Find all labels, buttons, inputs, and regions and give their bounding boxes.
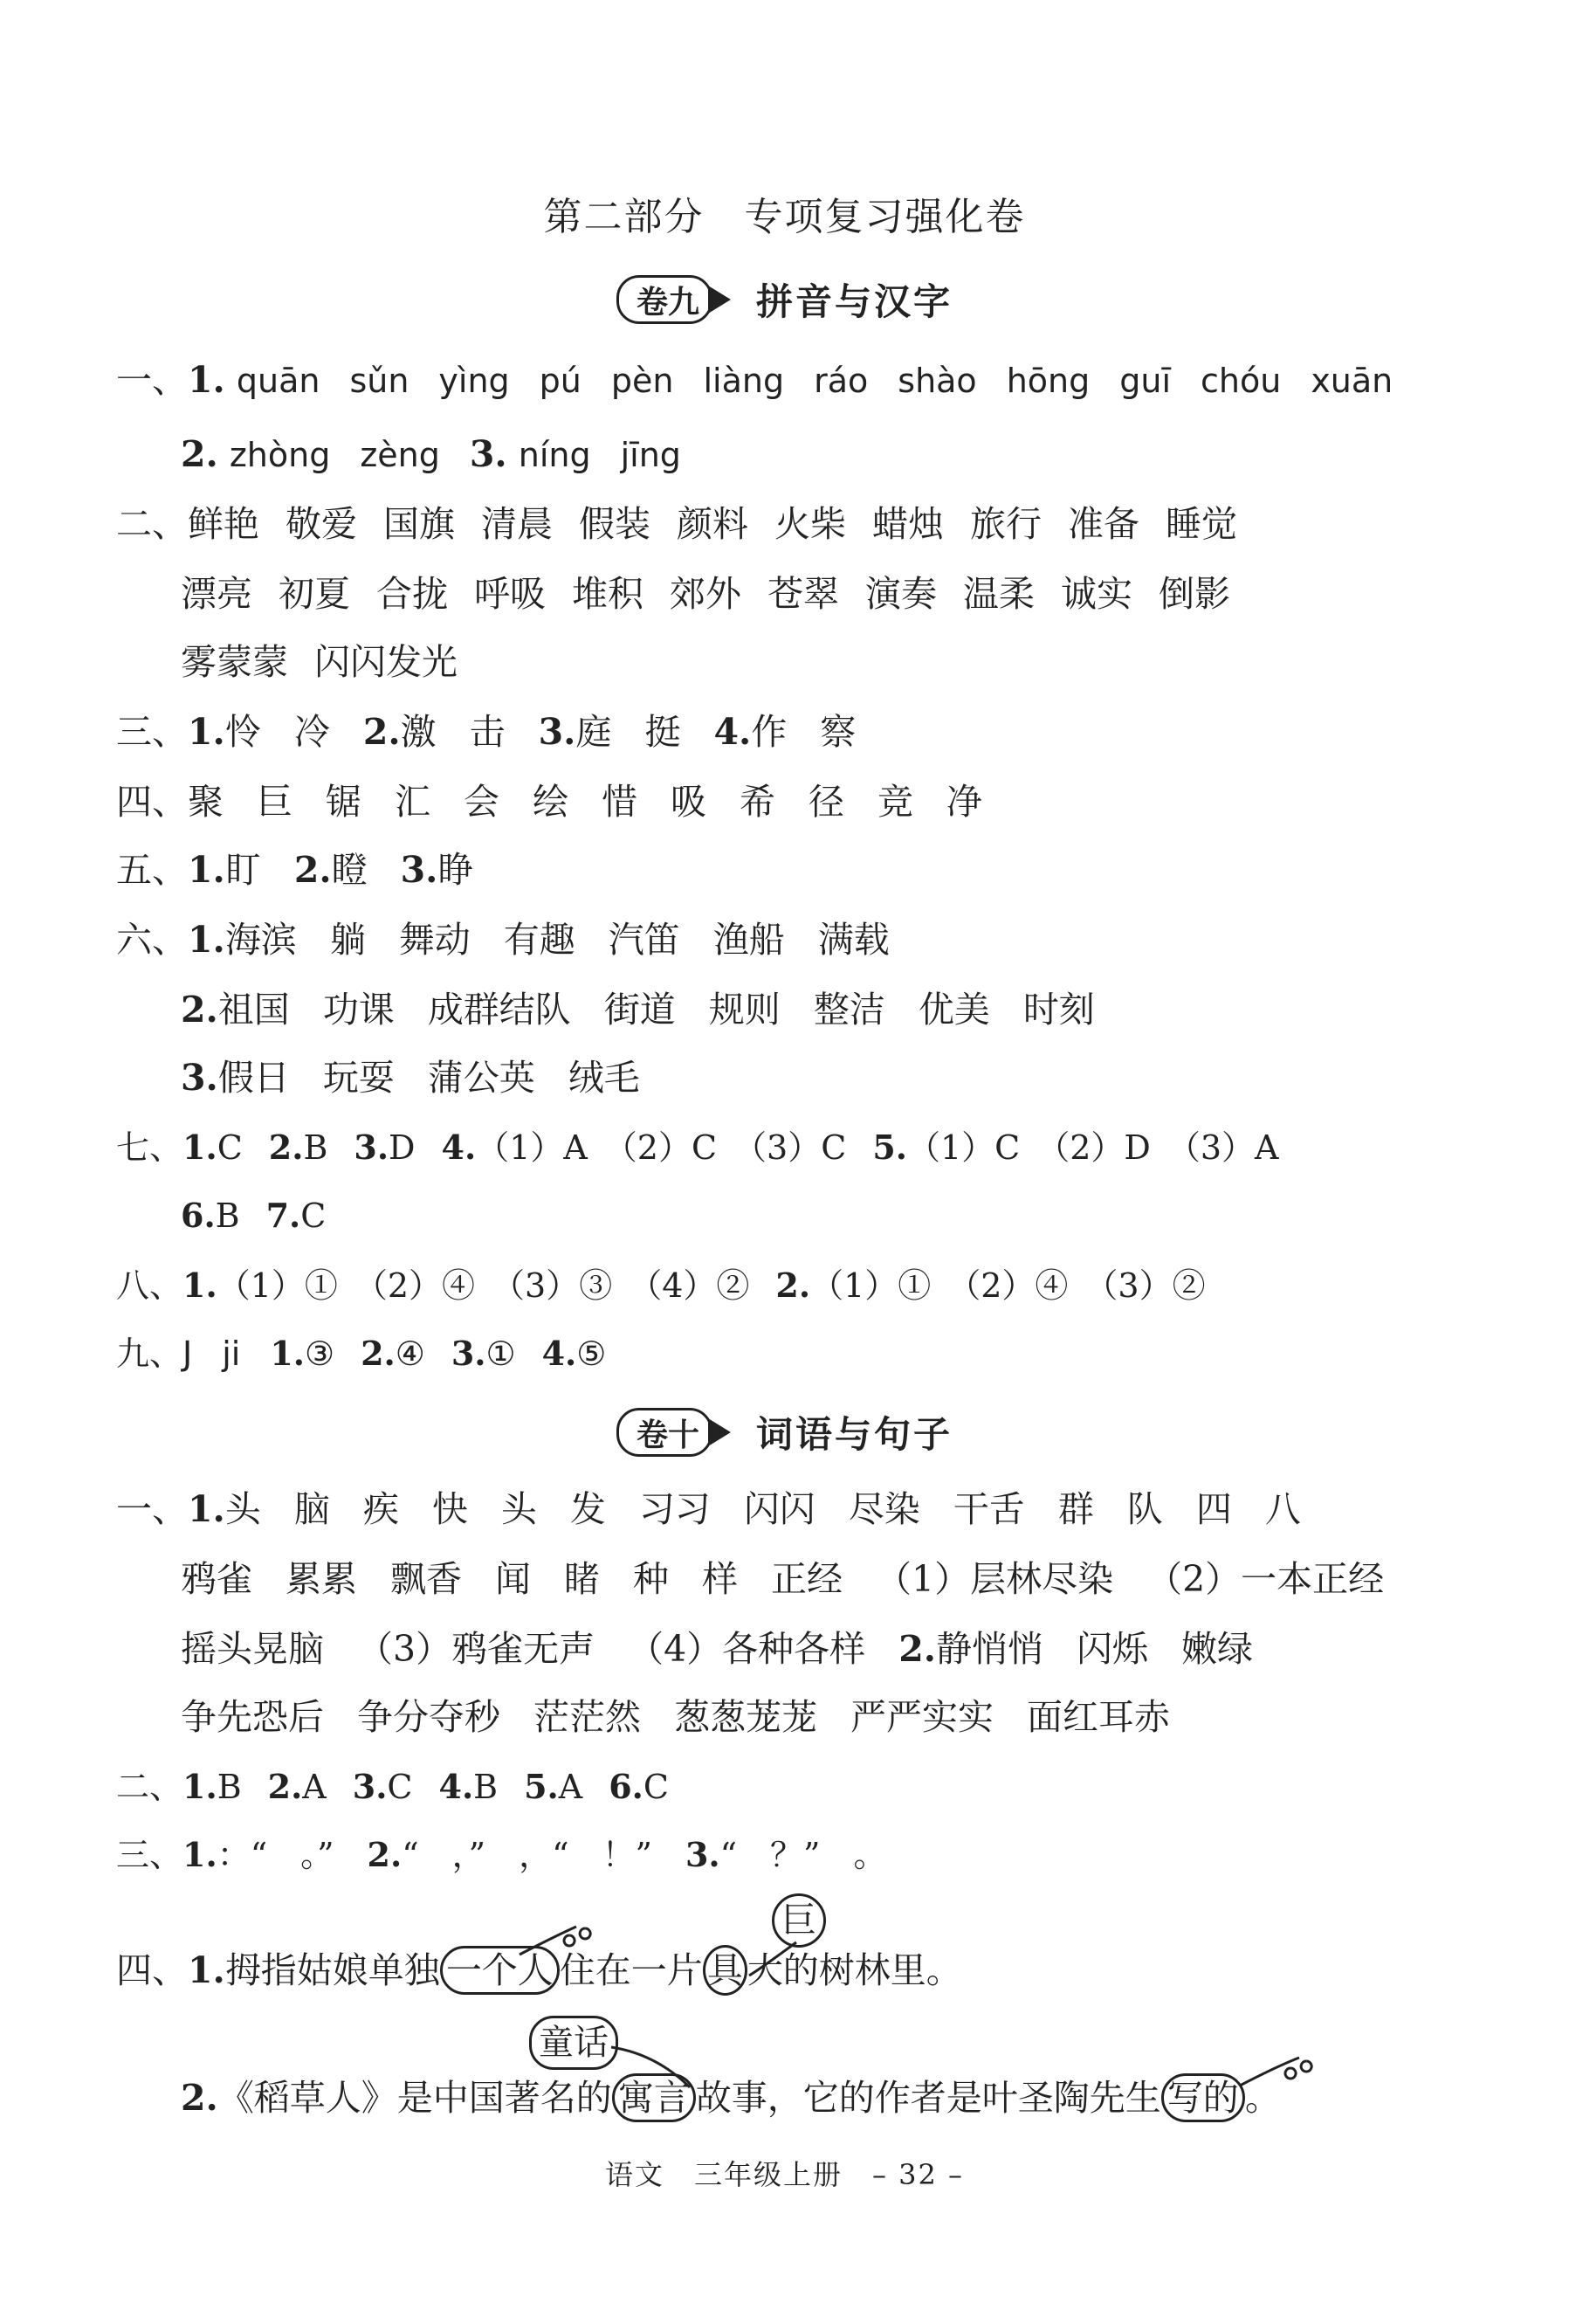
word: 正经 (771, 1558, 843, 1600)
sub-number: 2. (775, 1265, 811, 1305)
sub-number: 4. (713, 711, 752, 753)
pinyin: guī (1119, 362, 1171, 400)
word: 径 (809, 781, 844, 823)
word: 干舌 (953, 1488, 1025, 1530)
word: 有趣 (503, 919, 575, 961)
word: 国旗 (383, 503, 455, 545)
sub-number: 1. (188, 359, 225, 401)
page-title: 第二部分 专项复习强化卷 (543, 195, 1026, 239)
word: 温柔 (963, 573, 1035, 615)
circled-char: 具 (703, 1945, 747, 1996)
word: 面红耳赤 (1027, 1696, 1170, 1738)
sub-number: 3. (181, 1057, 218, 1099)
sub-number: 1. (188, 1949, 225, 1991)
word: 挺 (644, 711, 681, 753)
answer: ：“ 。” (217, 1836, 334, 1874)
question-number: 七、 (116, 1128, 183, 1167)
section-tag-label: 卷九 (636, 283, 699, 321)
word: 规则 (708, 989, 781, 1031)
answer: “ ？” 。 (719, 1836, 887, 1874)
word: 假日 (217, 1057, 290, 1099)
sub-number: 2. (293, 849, 332, 891)
sub-number: 1. (188, 919, 225, 961)
pinyin: liàng (703, 362, 785, 400)
circled-phrase: 寓言 (612, 2073, 696, 2122)
word: （1）层林尽染 (876, 1558, 1114, 1600)
section-title-9: 拼音与汉字 (756, 280, 953, 323)
word: 堆积 (572, 573, 643, 615)
question-number: 六、 (116, 919, 188, 961)
answer: C (643, 1768, 669, 1806)
sub-number: 4. (438, 1767, 474, 1806)
sub-number: 2. (181, 2077, 218, 2119)
word: 争先恐后 (181, 1696, 324, 1738)
word: 假装 (579, 503, 650, 545)
word: 闻 (495, 1558, 531, 1600)
word: 怜 (224, 711, 261, 753)
answer: （1）① （2）④ （3）② (810, 1266, 1206, 1305)
word: 倒影 (1159, 573, 1230, 615)
section-title-10: 词语与句子 (756, 1413, 953, 1456)
sub-number: 3. (469, 433, 507, 475)
word: 击 (469, 711, 506, 753)
word: 静悄悄 (936, 1628, 1043, 1670)
sub-number: 6. (181, 1196, 216, 1235)
sub-number: 4. (441, 1128, 477, 1167)
word: 会 (464, 781, 499, 823)
word: 玩耍 (322, 1057, 395, 1099)
word: 闪闪 (743, 1488, 815, 1530)
word: 发 (569, 1488, 606, 1530)
word: 祖国 (217, 989, 290, 1031)
circled-phrase: 写的 (1161, 2073, 1245, 2122)
sub-number: 1. (182, 1835, 217, 1874)
pinyin: jīng (620, 436, 681, 474)
word: 瞪 (331, 849, 368, 891)
sub-number: 5. (524, 1767, 559, 1806)
word: 吸 (671, 781, 706, 823)
sub-number: 1. (182, 1128, 217, 1167)
sentence-text: 。 (1244, 2077, 1281, 2119)
word: 锯 (326, 781, 361, 823)
answer: C (387, 1768, 413, 1806)
sub-number: 1. (188, 849, 225, 891)
answer: C (300, 1196, 327, 1235)
sentence-text: 住在一片 (559, 1949, 703, 1991)
word: 八 (1264, 1488, 1301, 1530)
word: 闪闪发光 (314, 641, 458, 683)
sentence-text: 故事，它的作者是叶圣陶先生 (695, 2077, 1161, 2119)
word: 飘香 (390, 1558, 462, 1600)
word: 成群结队 (427, 989, 571, 1031)
word: 火柴 (774, 503, 846, 545)
word: 茫茫然 (533, 1696, 641, 1738)
answer: B (473, 1768, 499, 1806)
answer: ④ (395, 1334, 425, 1373)
sub-number: 2. (268, 1128, 304, 1167)
word: 盯 (224, 849, 261, 891)
word: 争分夺秒 (357, 1696, 500, 1738)
question-number: 三、 (116, 1836, 183, 1874)
sub-number: 4. (541, 1334, 577, 1373)
sub-number: 3. (354, 1128, 389, 1167)
pinyin: quān (236, 362, 320, 400)
question-number: 九、 (116, 1334, 183, 1373)
word: 快 (431, 1488, 468, 1530)
correction-circle: 巨 (772, 1893, 826, 1948)
word: 聚 (188, 781, 224, 823)
syllable: ji (222, 1334, 241, 1373)
word: 敬爱 (286, 503, 357, 545)
word: 脑 (293, 1488, 330, 1530)
pinyin: hōng (1006, 362, 1091, 400)
pinyin: pú (539, 362, 581, 400)
sub-number: 5. (872, 1128, 907, 1167)
word: 尽染 (848, 1488, 920, 1530)
pinyin: níng (518, 436, 591, 474)
word: 希 (740, 781, 775, 823)
word: 竞 (877, 781, 913, 823)
word: 旅行 (970, 503, 1042, 545)
sub-number: 3. (685, 1835, 720, 1874)
word: 功课 (322, 989, 395, 1031)
word: 四 (1195, 1488, 1232, 1530)
word: 激 (400, 711, 437, 753)
sub-number: 2. (267, 1767, 303, 1806)
word: 渔船 (712, 919, 785, 961)
word: （4）各种各样 (628, 1628, 866, 1670)
word: 疾 (362, 1488, 399, 1530)
page-footer: 语文 三年级上册 – 32 – (604, 2158, 965, 2191)
sub-number: 1. (182, 1265, 217, 1305)
word: 准备 (1068, 503, 1139, 545)
answer: B (217, 1768, 242, 1806)
sub-number: 3. (400, 849, 438, 891)
sub-number: 1. (270, 1334, 306, 1373)
word: 演奏 (865, 573, 937, 615)
sub-number: 1. (188, 711, 225, 753)
word: （3）鸦雀无声 (357, 1628, 595, 1670)
word: 嫩绿 (1181, 1628, 1253, 1670)
question-number: 八、 (116, 1266, 183, 1305)
sub-number: 3. (352, 1767, 388, 1806)
word: 严严实实 (850, 1696, 994, 1738)
word: 睡觉 (1166, 503, 1237, 545)
question-number: 三、 (116, 711, 188, 753)
sub-number: 2. (181, 989, 218, 1031)
answer: “ ，” ，“ ！” (402, 1836, 652, 1874)
word: 察 (820, 711, 857, 753)
word: 雾蒙蒙 (181, 641, 288, 683)
sub-number: 2. (181, 433, 218, 475)
sub-number: 2. (367, 1835, 403, 1874)
word: 海滨 (224, 919, 297, 961)
word: 巨 (257, 781, 292, 823)
word: 惜 (602, 781, 637, 823)
pinyin: xuān (1311, 362, 1394, 400)
pinyin: ráo (814, 362, 869, 400)
word: 颜料 (677, 503, 748, 545)
word: 样 (702, 1558, 738, 1600)
sub-number: 2. (898, 1628, 936, 1670)
delete-mark-icon (1240, 2058, 1311, 2086)
word: 庭 (575, 711, 612, 753)
answer: B (215, 1196, 240, 1235)
word: 蒲公英 (427, 1057, 535, 1099)
answer: A (302, 1768, 327, 1806)
word: 累累 (286, 1558, 357, 1600)
answer: D (389, 1128, 416, 1167)
word: 头 (500, 1488, 537, 1530)
word: （2）一本正经 (1146, 1558, 1385, 1600)
question-number: 五、 (116, 849, 188, 891)
sentence-text: 拇指姑娘单独 (224, 1949, 440, 1991)
sub-number: 2. (362, 711, 401, 753)
sub-number: 2. (361, 1334, 396, 1373)
pinyin: zhòng (229, 436, 331, 474)
word: 睁 (437, 849, 474, 891)
word: 汇 (395, 781, 430, 823)
delete-mark-icon (520, 1927, 590, 1955)
answer: A (558, 1768, 583, 1806)
word: 净 (946, 781, 982, 823)
sentence-text: 大的树林里。 (747, 1949, 962, 1991)
pinyin: sǔn (349, 362, 409, 400)
word: 鲜艳 (188, 503, 259, 545)
word: 清晨 (481, 503, 553, 545)
question-number: 一、 (116, 1488, 188, 1530)
word: 习习 (638, 1488, 711, 1530)
word: 汽笛 (608, 919, 680, 961)
word: 种 (633, 1558, 669, 1600)
insert-line-icon (611, 2047, 690, 2087)
word: 诚实 (1061, 573, 1132, 615)
pinyin: chóu (1201, 362, 1282, 400)
word: 街道 (603, 989, 676, 1031)
word: 漂亮 (181, 573, 252, 615)
word: 冷 (293, 711, 330, 753)
question-number: 四、 (116, 781, 188, 823)
correction-circle: 童话 (529, 2016, 618, 2070)
question-number: 二、 (116, 1768, 183, 1806)
word: 整洁 (813, 989, 885, 1031)
word: 绒毛 (568, 1057, 640, 1099)
word: 躺 (329, 919, 366, 961)
question-number: 一、 (116, 359, 188, 401)
word: 群 (1057, 1488, 1094, 1530)
sub-number: 7. (265, 1196, 301, 1235)
answer: ① (485, 1334, 516, 1373)
word: 蜡烛 (872, 503, 944, 545)
answer: B (303, 1128, 328, 1167)
pinyin: zèng (360, 436, 440, 474)
answer: （1）C （2）D （3）A (906, 1128, 1279, 1167)
word: 合拢 (376, 573, 448, 615)
word: 时刻 (1022, 989, 1095, 1031)
circled-phrase: 一个人 (440, 1946, 560, 1995)
word: 初夏 (279, 573, 350, 615)
sub-number: 1. (182, 1767, 217, 1806)
sub-number: 1. (188, 1488, 225, 1530)
question-number: 四、 (116, 1949, 188, 1991)
pinyin: pèn (610, 362, 674, 400)
word: 舞动 (398, 919, 471, 961)
word: 满载 (817, 919, 890, 961)
word: 苍翠 (767, 573, 839, 615)
word: 绘 (533, 781, 568, 823)
word: 队 (1126, 1488, 1163, 1530)
sub-number: 3. (538, 711, 576, 753)
word: 鸦雀 (181, 1558, 252, 1600)
pinyin: yìng (438, 362, 510, 400)
word: 优美 (918, 989, 990, 1031)
answer: ③ (305, 1334, 335, 1373)
word: 葱葱茏茏 (674, 1696, 817, 1738)
insert-line-icon (749, 1942, 796, 1976)
word: 郊外 (670, 573, 741, 615)
sub-number: 6. (609, 1767, 643, 1806)
word: 睹 (564, 1558, 600, 1600)
letter: J (182, 1334, 193, 1373)
word: 头 (224, 1488, 261, 1530)
answer: ⑤ (576, 1334, 607, 1373)
word: 闪烁 (1077, 1628, 1148, 1670)
word: 摇头晃脑 (181, 1628, 324, 1670)
sentence-text: 《稻草人》是中国著名的 (217, 2077, 612, 2119)
answer: C (217, 1128, 243, 1167)
sub-number: 3. (451, 1334, 486, 1373)
answer: （1）① （2）④ （3）③ （4）② (217, 1266, 750, 1305)
word: 呼吸 (474, 573, 546, 615)
answer: （1）A （2）C （3）C (476, 1128, 847, 1167)
question-number: 二、 (116, 503, 188, 545)
word: 作 (751, 711, 788, 753)
section-tag-label: 卷十 (636, 1416, 699, 1453)
pinyin: shào (898, 362, 977, 400)
